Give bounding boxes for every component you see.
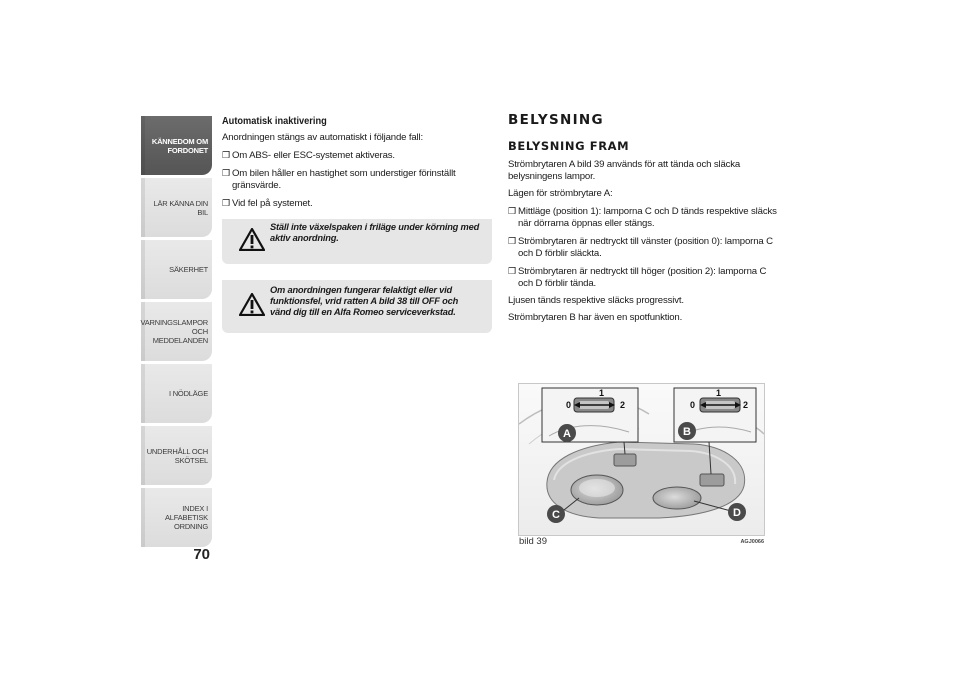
intro-text: Anordningen stängs av automatiskt i följande fall: — [222, 132, 424, 143]
warning-box — [222, 280, 492, 333]
list-item — [508, 265, 783, 290]
list-item — [222, 197, 492, 210]
list-item-text: Om bilen håller en hastighet som understiger förinställt gränsvärde. — [232, 168, 456, 191]
tab-index[interactable] — [141, 488, 212, 547]
tab-label: UNDERHÅLL OCH SKÖTSEL — [146, 446, 208, 465]
checkbox-bullet-icon: ❒ — [222, 150, 230, 160]
checkbox-bullet-icon: ❒ — [508, 236, 516, 246]
figure-interior-light — [518, 383, 765, 536]
tab-underhall-och-skotsel[interactable] — [141, 426, 212, 485]
position-1-label: 1 — [599, 388, 605, 398]
figure-caption-row — [519, 536, 764, 550]
warning-box — [222, 219, 492, 264]
list-item-text: Mittläge (position 1): lamporna C och D tänds respektive släcks när dörrarna öppnas eller stängs. — [518, 206, 777, 229]
tab-label: KÄNNEDOM OM FORDONET — [151, 136, 208, 155]
list-item — [508, 235, 783, 260]
tab-kannedom-om-fordonet[interactable] — [141, 116, 212, 175]
warning-text: Ställ inte växelspaken i friläge under körning med aktiv anordning. — [270, 222, 480, 243]
section-subheading: BELYSNING FRAM — [508, 139, 630, 153]
tab-i-nodlage[interactable] — [141, 364, 212, 423]
figure-caption: bild 39 — [519, 536, 547, 547]
checkbox-bullet-icon: ❒ — [222, 168, 230, 178]
tab-lar-kanna-din-bil[interactable] — [141, 178, 212, 237]
tab-label: LÄR KÄNNA DIN BIL — [153, 198, 208, 217]
label-c: C — [552, 509, 560, 521]
label-d: D — [733, 507, 741, 519]
tab-label: I NÖDLÄGE — [168, 389, 208, 398]
list-item — [222, 149, 492, 162]
list-item-text: Strömbrytaren är nedtryckt till vänster (position 0): lamporna C och D förblir släckta. — [518, 236, 773, 259]
tab-label: INDEX I ALFABETISK ORDNING — [164, 504, 208, 531]
list-item — [508, 205, 783, 230]
page-number: 70 — [193, 546, 210, 563]
list-item-text: Strömbrytaren är nedtryckt till höger (position 2): lamporna C och D förblir tända. — [518, 266, 767, 289]
tab-varningslampor[interactable] — [141, 302, 212, 361]
interior-light-illustration — [519, 384, 764, 535]
position-1-label: 1 — [716, 388, 722, 398]
checkbox-bullet-icon: ❒ — [508, 206, 516, 216]
label-b: B — [683, 426, 691, 438]
position-0-label: 0 — [690, 400, 696, 410]
checkbox-bullet-icon: ❒ — [508, 266, 516, 276]
warning-triangle-icon — [239, 228, 265, 251]
position-0-label: 0 — [566, 400, 572, 410]
position-2-label: 2 — [743, 400, 749, 410]
tab-label: VARNINGSLAMPOR OCH MEDDELANDEN — [140, 318, 208, 345]
paragraph: Strömbrytaren A bild 39 används för att tända och släcka belysningens lampor. — [508, 159, 741, 182]
label-a: A — [563, 428, 571, 440]
list-item-text: Om ABS- eller ESC-systemet aktiveras. — [232, 150, 395, 161]
warning-text: Om anordningen fungerar felaktigt eller vid funktionsfel, vrid ratten A bild 38 till OFF och vänd dig till en Alfa Romeo serviceverkstad. — [270, 285, 459, 317]
paragraph: Ljusen tänds respektive släcks progressivt. — [508, 295, 684, 306]
figure-code: AGJ0066 — [740, 539, 764, 545]
right-column — [508, 112, 783, 329]
list-item-text: Vid fel på systemet. — [232, 198, 313, 209]
paragraph: Strömbrytaren B har även en spotfunktion. — [508, 312, 683, 323]
left-column — [222, 115, 492, 333]
section-heading: BELYSNING — [508, 112, 604, 128]
tab-sakerhet[interactable] — [141, 240, 212, 299]
list-item — [222, 167, 492, 192]
paragraph: Lägen för strömbrytare A: — [508, 188, 613, 199]
position-2-label: 2 — [620, 400, 626, 410]
tab-label: SÄKERHET — [169, 265, 208, 274]
warning-triangle-icon — [239, 293, 265, 316]
section-subheading: Automatisk inaktivering — [222, 115, 327, 127]
checkbox-bullet-icon: ❒ — [222, 198, 230, 208]
